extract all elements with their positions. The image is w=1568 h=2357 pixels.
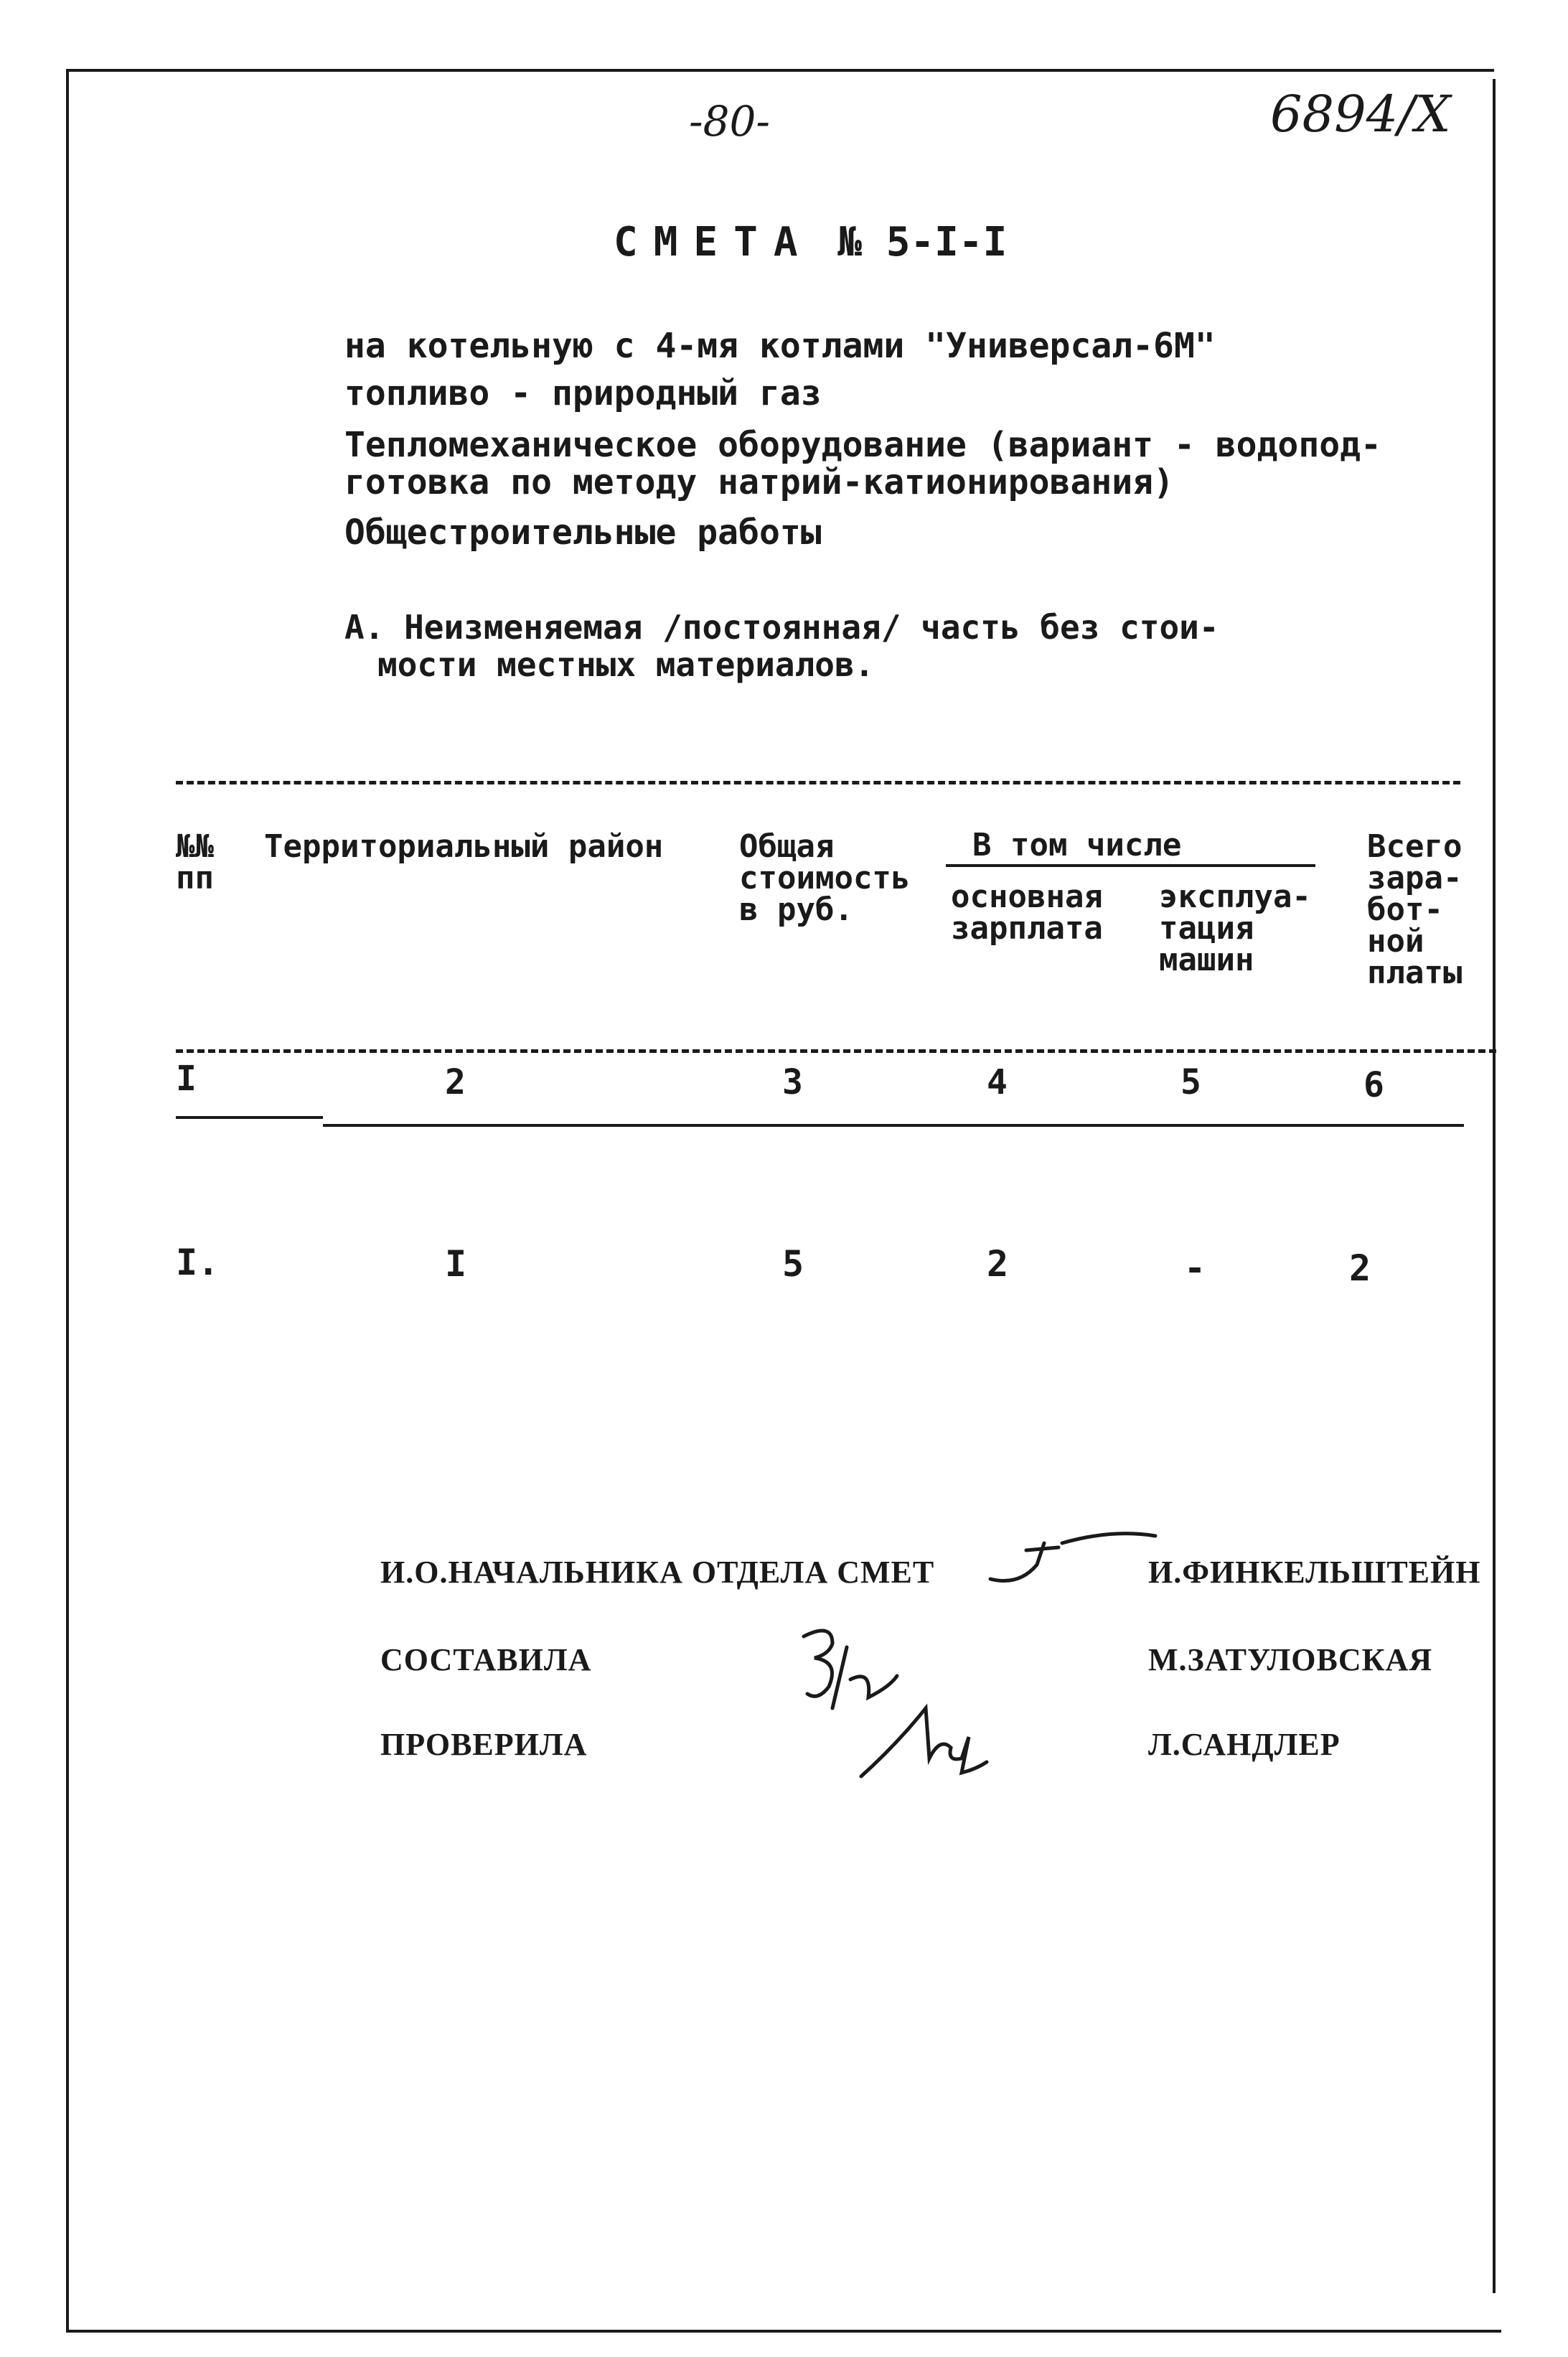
row-basic-salary: 2 [987, 1243, 1009, 1285]
row-district: I [445, 1243, 467, 1285]
row-total-salary: 2 [1349, 1247, 1371, 1289]
archive-code: 6894/X [1270, 85, 1451, 144]
signature-acting-head-title: И.О.НАЧАЛЬНИКА ОТДЕЛА СМЕТ [380, 1555, 935, 1590]
header-machine-operation: эксплуа- тация машин [1159, 878, 1311, 978]
table-header-rule [176, 1049, 1496, 1053]
table-top-rule [176, 781, 1460, 784]
signature-compiled-name: М.ЗАТУЛОВСКАЯ [1148, 1642, 1433, 1677]
signature-acting-head-name: И.ФИНКЕЛЬШТЕЙН [1148, 1555, 1481, 1590]
page-number: -80- [689, 97, 770, 146]
row-number: I. [176, 1242, 220, 1283]
page-frame-left [66, 69, 69, 2330]
column-number-6: 6 [1363, 1065, 1384, 1105]
description-works: Общестроительные работы [344, 512, 822, 553]
handwritten-signature-head [976, 1522, 1177, 1601]
signature-checked-title: ПРОВЕРИЛА [380, 1727, 588, 1762]
document-title-word: СМЕТА [614, 219, 814, 266]
description-object: на котельную с 4-мя котлами "Универсал-6М" [344, 326, 1216, 366]
header-group-including: В том числе [972, 827, 1182, 863]
header-number: №№ пп [176, 828, 214, 896]
signature-compiled-title: СОСТАВИЛА [380, 1642, 592, 1677]
page-frame-top [66, 69, 1494, 72]
row-machine-operation: - [1184, 1247, 1206, 1289]
page-frame-right [1493, 79, 1496, 2293]
column-number-4: 4 [987, 1062, 1008, 1102]
header-basic-salary: основная зарплата [951, 878, 1103, 947]
column-number-1: I [176, 1059, 197, 1099]
numbers-rule-left [176, 1116, 323, 1119]
header-group-underline [946, 864, 1315, 867]
section-a-line1: А. Неизменяемая /постоянная/ часть без стои- [344, 608, 1219, 647]
column-number-3: 3 [782, 1062, 803, 1102]
section-a-line2: мости местных материалов. [377, 645, 875, 684]
description-equipment: Тепломеханическое оборудование (вариант - водопод- [344, 425, 1381, 465]
document-number: № 5-I-I [837, 219, 1008, 266]
signature-checked-name: Л.САНДЛЕР [1148, 1727, 1341, 1762]
section-a-heading [344, 609, 1219, 683]
column-number-2: 2 [445, 1062, 466, 1102]
header-total-salary: Всего зара- бот- ной платы [1367, 828, 1463, 991]
page-frame-bottom [66, 2330, 1501, 2333]
handwritten-signature-checked [854, 1694, 997, 1787]
description-equipment-cont: готовка по методу натрий-катионирования) [344, 462, 1174, 502]
header-total-cost: Общая стоимость в руб. [739, 828, 911, 928]
row-total-cost: 5 [782, 1243, 804, 1285]
header-district: Территориальный район [264, 828, 664, 865]
document-title [614, 219, 1007, 266]
numbers-rule-right [323, 1124, 1464, 1127]
description-fuel: топливо - природный газ [344, 373, 822, 413]
column-number-5: 5 [1180, 1062, 1201, 1102]
